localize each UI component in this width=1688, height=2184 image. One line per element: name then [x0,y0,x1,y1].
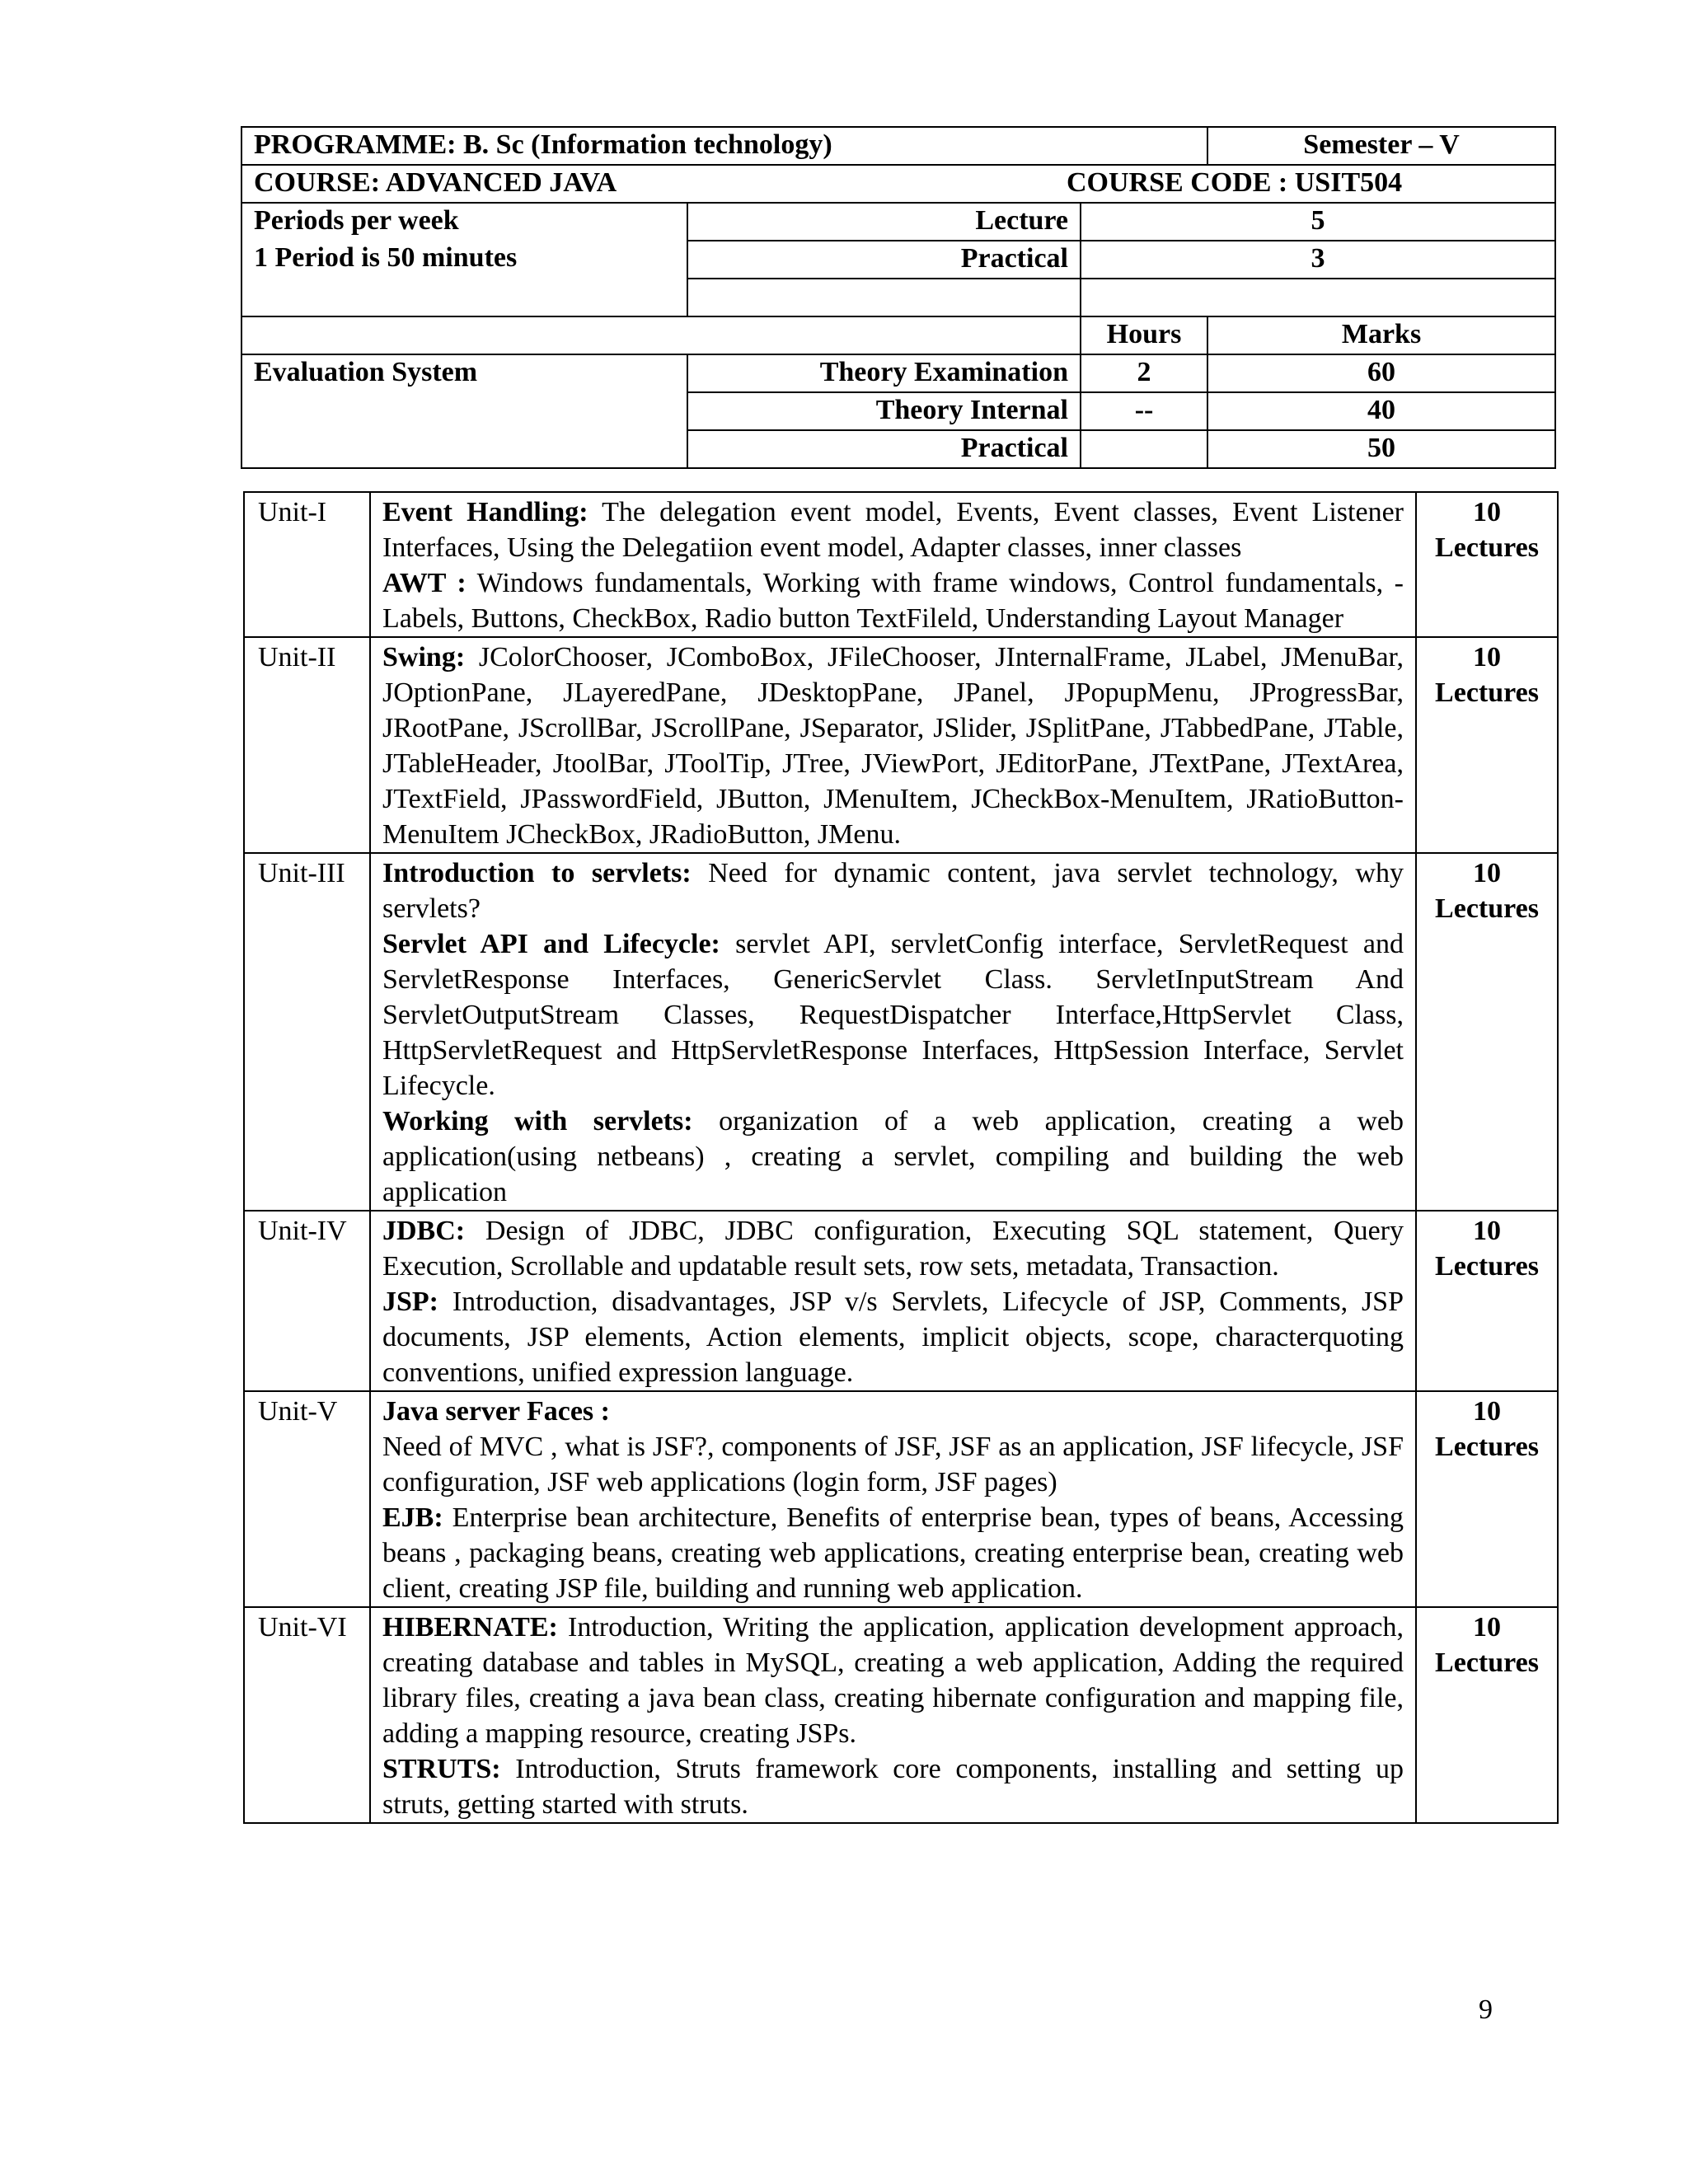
syllabus-body [244,492,1558,1823]
topic-text: Introduction, disadvantages, JSP v/s Servlets, Lifecycle of JSP, Comments, JSP documents, JSP elements, Action elements, implicit objects, scope, characterquoting conventions, unified expression language. [382,1286,1404,1388]
lectures-label: Lectures [1435,532,1539,563]
lectures-cell [1416,637,1558,853]
topic-heading: HIBERNATE: [382,1612,558,1643]
programme-cell: PROGRAMME: B. Sc (Information technology) [241,127,1207,165]
course-name: COURSE: ADVANCED JAVA [254,167,617,198]
topic-paragraph [382,926,1404,1104]
topic-heading: STRUTS: [382,1754,501,1784]
lectures-cell [1416,1391,1558,1607]
lectures-count: 10 [1473,497,1501,527]
eval-practical-marks: 50 [1207,430,1555,468]
topic-text: Introduction, Struts framework core components, installing and setting up struts, getting started with struts. [382,1754,1404,1820]
topic-paragraph [382,1213,1404,1284]
unit-content [370,637,1416,853]
topic-text: servlet API, servletConfig interface, ServletRequest and ServletResponse Interfaces, GenericServlet Class. ServletInputStream And ServletOutputStream Classes, RequestDispatcher Interface,HttpServlet Class, HttpServletRequest and HttpServletResponse Interfaces, HttpSession Interface, Servlet Lifecycle. [382,929,1404,1101]
topic-heading: Java server Faces : [382,1396,610,1427]
topic-heading: Event Handling: [382,497,588,527]
blank-cell [241,430,687,468]
topic-heading: Working with servlets: [382,1106,693,1137]
theory-internal-row [241,392,1555,430]
topic-paragraph [382,565,1404,636]
blank-cell [241,316,1081,354]
topic-paragraph [382,1610,1404,1751]
topic-text: Introduction, Writing the application, application development approach, creating database and tables in MySQL, creating a web application, Adding the required library files, creating a java bean class, creating hibernate configuration and mapping file, adding a mapping resource, creating JSPs. [382,1612,1404,1749]
theory-exam-label: Theory Examination [687,354,1081,392]
course-code: COURSE CODE : USIT504 [1067,167,1403,198]
unit-label: Unit-IV [244,1211,370,1391]
lectures-cell [1416,853,1558,1211]
topic-heading: JDBC: [382,1216,466,1246]
practical-row [241,241,1555,279]
practical-label: Practical [687,241,1081,279]
topic-heading: Servlet API and Lifecycle: [382,929,720,959]
periods-cell: Periods per week [241,203,687,241]
theory-exam-hours: 2 [1081,354,1207,392]
topic-heading: JSP: [382,1286,438,1317]
lectures-cell [1416,1211,1558,1391]
period-note-cell: 1 Period is 50 minutes [241,241,687,279]
topic-heading: Introduction to servlets: [382,858,692,888]
unit-row [244,637,1558,853]
lecture-row [241,203,1555,241]
blank-cell [687,279,1081,316]
unit-row [244,1211,1558,1391]
course-cell [241,165,1555,203]
topic-text: organization of a web application, creating a web application(using netbeans) , creating a servlet, compiling and building the web application [382,1106,1404,1207]
eval-practical-label: Practical [687,430,1081,468]
page-number: 9 [1479,1994,1493,2025]
blank-cell [241,392,687,430]
lectures-label: Lectures [1435,893,1539,924]
lectures-cell [1416,492,1558,637]
lecture-value: 5 [1081,203,1555,241]
topic-text: Enterprise bean architecture, Benefits of enterprise bean, types of beans, Accessing beans , packaging beans, creating web applications, creating enterprise bean, creating web client, creating JSP file, building and running web application. [382,1502,1404,1604]
lectures-cell [1416,1607,1558,1823]
topic-text: Windows fundamentals, Working with frame windows, Control fundamentals, - Labels, Buttons, CheckBox, Radio button TextFileld, Understanding Layout Manager [382,568,1404,634]
unit-row [244,492,1558,637]
topic-paragraph [382,1751,1404,1822]
topic-text: Design of JDBC, JDBC configuration, Executing SQL statement, Query Execution, Scrollable and updatable result sets, row sets, metadata, Transaction. [382,1216,1404,1282]
topic-paragraph [382,640,1404,852]
unit-content [370,853,1416,1211]
theory-exam-marks: 60 [1207,354,1555,392]
practical-value: 3 [1081,241,1555,279]
unit-content [370,1607,1416,1823]
topic-paragraph [382,1284,1404,1390]
lectures-count: 10 [1473,858,1501,888]
unit-content [370,1391,1416,1607]
topic-heading: AWT : [382,568,467,598]
hours-header: Hours [1081,316,1207,354]
lectures-count: 10 [1473,1396,1501,1427]
topic-paragraph [382,1429,1404,1500]
topic-text: The delegation event model, Events, Event classes, Event Listener Interfaces, Using the Delegatiion event model, Adapter classes, inner classes [382,497,1404,563]
theory-internal-label: Theory Internal [687,392,1081,430]
topic-paragraph [382,855,1404,926]
topic-text: JColorChooser, JComboBox, JFileChooser, JInternalFrame, JLabel, JMenuBar, JOptionPane, JLayeredPane, JDesktopPane, JPanel, JPopupMenu, JProgressBar, JRootPane, JScrollBar, JScrollPane, JSeparator, JSlider, JSplitPane, JTabbedPane, JTable, JTableHeader, JtoolBar, JToolTip, JTree, JViewPort, JEditorPane, JTextPane, JTextArea, JTextField, JPasswordField, JButton, JMenuItem, JCheckBox-MenuItem, JRatioButton-MenuItem JCheckBox, JRadioButton, JMenu. [382,642,1404,850]
blank-cell [1081,279,1555,316]
unit-label: Unit-VI [244,1607,370,1823]
course-header-table [241,126,1556,469]
lectures-count: 10 [1473,1612,1501,1643]
lectures-label: Lectures [1435,1432,1539,1462]
topic-paragraph [382,1394,1404,1429]
evaluation-label: Evaluation System [241,354,687,392]
lecture-label: Lecture [687,203,1081,241]
topic-heading: EJB: [382,1502,443,1533]
topic-heading: Swing: [382,642,466,673]
theory-internal-hours: -- [1081,392,1207,430]
blank-cell [241,279,687,316]
semester-cell: Semester – V [1207,127,1555,165]
eval-practical-hours [1081,430,1207,468]
blank-row [241,279,1555,316]
syllabus-table [243,491,1559,1824]
unit-row [244,1391,1558,1607]
lectures-label: Lectures [1435,677,1539,708]
course-row [241,165,1555,203]
unit-row [244,1607,1558,1823]
lectures-count: 10 [1473,1216,1501,1246]
topic-paragraph [382,494,1404,565]
topic-text: Need for dynamic content, java servlet technology, why servlets? [382,858,1404,924]
unit-label: Unit-I [244,492,370,637]
lectures-label: Lectures [1435,1251,1539,1282]
unit-content [370,1211,1416,1391]
topic-paragraph [382,1500,1404,1606]
unit-label: Unit-III [244,853,370,1211]
marks-header: Marks [1207,316,1555,354]
theory-internal-marks: 40 [1207,392,1555,430]
unit-label: Unit-II [244,637,370,853]
unit-label: Unit-V [244,1391,370,1607]
lectures-label: Lectures [1435,1647,1539,1678]
theory-exam-row [241,354,1555,392]
eval-practical-row [241,430,1555,468]
topic-text: Need of MVC , what is JSF?, components of JSF, JSF as an application, JSF lifecycle, JSF configuration, JSF web applications (login form, JSF pages) [382,1432,1404,1497]
unit-row [244,853,1558,1211]
programme-row [241,127,1555,165]
hours-marks-row [241,316,1555,354]
topic-paragraph [382,1104,1404,1210]
unit-content [370,492,1416,637]
lectures-count: 10 [1473,642,1501,673]
